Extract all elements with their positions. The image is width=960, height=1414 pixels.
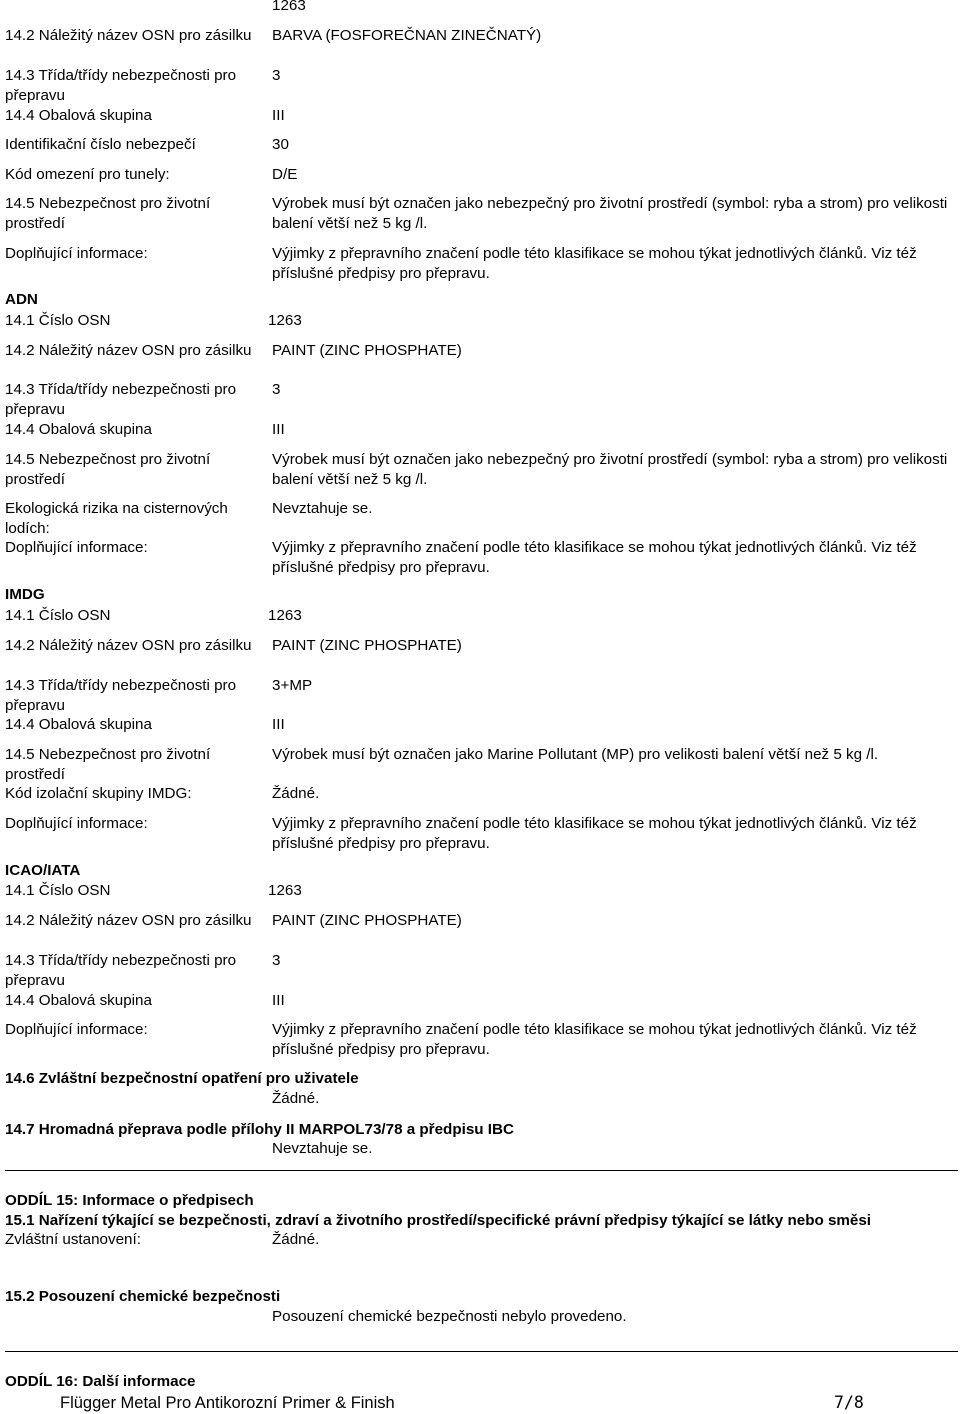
icao-field-value: Výjimky z přepravního značení podle této klasifikace se mohou týkat jednotlivých článků. Viz též příslušné předpisy pro přepravu. bbox=[272, 1021, 917, 1058]
special-provisions-value: Žádné. bbox=[272, 1231, 320, 1248]
imdg-field-value: PAINT (ZINC PHOSPHATE) bbox=[272, 637, 462, 654]
rid-field-label: 14.3 Třída/třídy nebezpečnosti pro přepravu bbox=[5, 67, 237, 104]
adn-field-value: III bbox=[272, 421, 285, 438]
section-14-7-value: Nevztahuje se. bbox=[272, 1140, 373, 1157]
adn-field-label: 14.5 Nebezpečnost pro životní prostředí bbox=[5, 451, 211, 488]
section-divider bbox=[5, 1170, 958, 1171]
imdg-field-label: 14.2 Náležitý název OSN pro zásilku bbox=[5, 637, 252, 654]
rid-un-number: 1263 bbox=[272, 0, 306, 14]
section-15-heading: ODDÍL 15: Informace o předpisech bbox=[5, 1192, 254, 1209]
rid-field-label: 14.5 Nebezpečnost pro životní prostředí bbox=[5, 195, 211, 232]
special-provisions-label: Zvláštní ustanovení: bbox=[5, 1231, 141, 1248]
footer-product-name: Flügger Metal Pro Antikorozní Primer & Finish bbox=[60, 1394, 395, 1412]
section-16-heading: ODDÍL 16: Další informace bbox=[5, 1373, 196, 1390]
rid-field-label: 14.4 Obalová skupina bbox=[5, 107, 152, 124]
adn-heading: ADN bbox=[5, 291, 38, 308]
icao-un-value: 1263 bbox=[268, 882, 302, 899]
rid-field-value: BARVA (FOSFOREČNAN ZINEČNATÝ) bbox=[272, 27, 542, 44]
icao-field-label: 14.2 Náležitý název OSN pro zásilku bbox=[5, 912, 252, 929]
icao-field-label: Doplňující informace: bbox=[5, 1021, 148, 1038]
section-15-2-heading: 15.2 Posouzení chemické bezpečnosti bbox=[5, 1288, 281, 1305]
icao-heading: ICAO/IATA bbox=[5, 862, 81, 879]
footer-page-number: 7/8 bbox=[834, 1393, 864, 1412]
adn-field-label: 14.4 Obalová skupina bbox=[5, 421, 152, 438]
icao-field-label: 14.3 Třída/třídy nebezpečnosti pro přepravu bbox=[5, 952, 237, 989]
adn-field-value: PAINT (ZINC PHOSPHATE) bbox=[272, 342, 462, 359]
rid-field-value: 3 bbox=[272, 67, 281, 84]
adn-field-label: Ekologická rizika na cisternových lodích: bbox=[5, 500, 228, 537]
icao-field-value: 3 bbox=[272, 952, 281, 969]
page-footer bbox=[0, 1392, 960, 1414]
rid-field-value: Výjimky z přepravního značení podle této klasifikace se mohou týkat jednotlivých článků. Viz též příslušné předpisy pro přepravu. bbox=[272, 245, 917, 282]
imdg-field-label: 14.5 Nebezpečnost pro životní prostředí bbox=[5, 746, 211, 783]
adn-field-label: 14.2 Náležitý název OSN pro zásilku bbox=[5, 342, 252, 359]
imdg-field-value: Žádné. bbox=[272, 785, 320, 802]
rid-field-label: Doplňující informace: bbox=[5, 245, 148, 262]
imdg-un-label: 14.1 Číslo OSN bbox=[5, 607, 111, 624]
rid-field-label: 14.2 Náležitý název OSN pro zásilku bbox=[5, 27, 252, 44]
rid-field-value: 30 bbox=[272, 136, 289, 153]
adn-field-label: Doplňující informace: bbox=[5, 539, 148, 556]
imdg-field-label: 14.4 Obalová skupina bbox=[5, 716, 152, 733]
imdg-field-value: 3+MP bbox=[272, 677, 313, 694]
icao-un-label: 14.1 Číslo OSN bbox=[5, 882, 111, 899]
section-15-2-value: Posouzení chemické bezpečnosti nebylo provedeno. bbox=[272, 1308, 627, 1325]
rid-field-value: Výrobek musí být označen jako nebezpečný pro životní prostředí (symbol: ryba a strom) pro velikosti balení větší než 5 kg /l. bbox=[272, 195, 948, 232]
section-14-7-heading: 14.7 Hromadná přeprava podle přílohy II MARPOL73/78 a předpisu IBC bbox=[5, 1121, 514, 1138]
imdg-un-value: 1263 bbox=[268, 607, 302, 624]
imdg-heading: IMDG bbox=[5, 586, 45, 603]
section-divider bbox=[5, 1351, 958, 1352]
adn-field-value: Výjimky z přepravního značení podle této klasifikace se mohou týkat jednotlivých článků. Viz též příslušné předpisy pro přepravu. bbox=[272, 539, 917, 576]
imdg-field-label: 14.3 Třída/třídy nebezpečnosti pro přepravu bbox=[5, 677, 237, 714]
icao-field-value: PAINT (ZINC PHOSPHATE) bbox=[272, 912, 462, 929]
rid-field-value: III bbox=[272, 107, 285, 124]
adn-field-value: Nevztahuje se. bbox=[272, 500, 373, 517]
adn-un-value: 1263 bbox=[268, 312, 302, 329]
imdg-field-value: Výjimky z přepravního značení podle této klasifikace se mohou týkat jednotlivých článků. Viz též příslušné předpisy pro přepravu. bbox=[272, 815, 917, 852]
imdg-field-label: Kód izolační skupiny IMDG: bbox=[5, 785, 192, 802]
adn-field-value: 3 bbox=[272, 381, 281, 398]
icao-field-label: 14.4 Obalová skupina bbox=[5, 992, 152, 1009]
rid-field-label: Kód omezení pro tunely: bbox=[5, 166, 170, 183]
section-15-1-heading: 15.1 Nařízení týkající se bezpečnosti, zdraví a životního prostředí/specifické právní předpisy týkající se látky nebo směsi bbox=[5, 1212, 872, 1229]
section-14-6-value: Žádné. bbox=[272, 1090, 320, 1107]
imdg-field-value: III bbox=[272, 716, 285, 733]
rid-field-label: Identifikační číslo nebezpečí bbox=[5, 136, 196, 153]
icao-field-value: III bbox=[272, 992, 285, 1009]
adn-field-label: 14.3 Třída/třídy nebezpečnosti pro přepravu bbox=[5, 381, 237, 418]
adn-un-label: 14.1 Číslo OSN bbox=[5, 312, 111, 329]
imdg-field-value: Výrobek musí být označen jako Marine Pollutant (MP) pro velikosti balení větší než 5 kg /l. bbox=[272, 746, 879, 763]
section-14-6-heading: 14.6 Zvláštní bezpečnostní opatření pro uživatele bbox=[5, 1070, 359, 1087]
imdg-field-label: Doplňující informace: bbox=[5, 815, 148, 832]
adn-field-value: Výrobek musí být označen jako nebezpečný pro životní prostředí (symbol: ryba a strom) pro velikosti balení větší než 5 kg /l. bbox=[272, 451, 948, 488]
rid-field-value: D/E bbox=[272, 166, 298, 183]
